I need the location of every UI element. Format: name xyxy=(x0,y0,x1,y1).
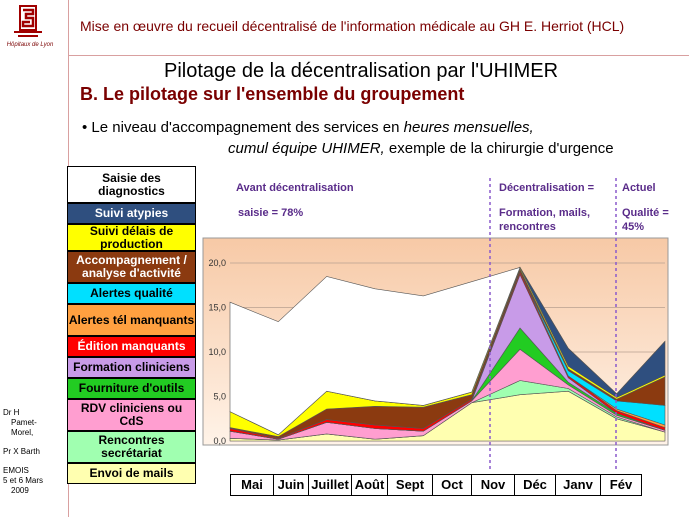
month-label: Oct xyxy=(432,474,472,496)
y-tick-label: 20,0 xyxy=(208,258,226,268)
bullet-text-c: cumul équipe UHIMER, xyxy=(228,140,385,157)
y-tick-label: 10,0 xyxy=(208,347,226,357)
legend-item: Alertes qualité xyxy=(67,283,196,304)
header-title: Mise en œuvre du recueil décentralisé de l'information médicale au GH E. Herriot (HCL) xyxy=(80,18,625,34)
month-label: Déc xyxy=(514,474,556,496)
slide-subtitle: B. Le pilotage sur l'ensemble du groupement xyxy=(80,84,465,104)
legend-item: Rencontres secrétariat xyxy=(67,431,196,463)
annotation-decentral-detail-2: rencontres xyxy=(499,221,556,233)
legend-item: Alertes tél manquants xyxy=(67,304,196,336)
y-tick-label: 0,0 xyxy=(213,436,226,446)
bullet-text-d: exemple de la chirurgie d'urgence xyxy=(384,140,614,157)
legend-item: Accompagnement / analyse d'activité xyxy=(67,251,196,283)
author-line-3: Morel, xyxy=(11,428,34,437)
legend-item: Fourniture d'outils xyxy=(67,378,196,399)
bullet-text-a: Le niveau d'accompagnement des services en xyxy=(91,119,404,136)
annotation-before-detail: saisie = 78% xyxy=(238,207,304,219)
event-line-1: EMOIS xyxy=(3,466,29,475)
annotation-current: Actuel xyxy=(622,182,656,194)
slide-title: Pilotage de la décentralisation par l'UHIMER xyxy=(164,60,559,82)
author-line-1: Dr H xyxy=(3,408,20,417)
annotation-decentral-detail-1: Formation, mails, xyxy=(499,207,591,219)
month-label: Juillet xyxy=(308,474,352,496)
annotation-current-detail-2: 45% xyxy=(622,221,645,233)
bullet-text-b: heures mensuelles, xyxy=(403,119,534,136)
y-tick-label: 5,0 xyxy=(213,391,226,402)
legend-item: Formation cliniciens xyxy=(67,357,196,378)
month-label: Sept xyxy=(387,474,433,496)
month-label: Juin xyxy=(273,474,309,496)
annotation-decentral: Décentralisation = xyxy=(499,182,595,194)
legend-item: Saisie des diagnostics xyxy=(67,166,196,203)
logo-caption: Hôpitaux de Lyon xyxy=(6,42,54,48)
legend-item: Envoi de mails xyxy=(67,463,196,484)
legend-item: Suivi atypies xyxy=(67,203,196,224)
month-label: Nov xyxy=(471,474,515,496)
event-line-3: 2009 xyxy=(11,486,29,495)
month-label: Fév xyxy=(600,474,642,496)
legend-item: Édition manquants xyxy=(67,336,196,357)
annotation-before: Avant décentralisation xyxy=(236,182,354,194)
event-line-2: 5 et 6 Mars xyxy=(3,476,44,485)
month-label: Janv xyxy=(555,474,601,496)
legend-item: RDV cliniciens ou CdS xyxy=(67,399,196,431)
author-line-2: Pamet- xyxy=(11,418,37,427)
y-tick-label: 15,0 xyxy=(208,302,226,313)
author-line-4: Pr X Barth xyxy=(3,447,40,456)
annotation-current-detail-1: Qualité = xyxy=(622,207,669,219)
month-label: Août xyxy=(351,474,388,496)
legend-item: Suivi délais de production xyxy=(67,224,196,251)
month-label: Mai xyxy=(230,474,274,496)
bullet-dot: • xyxy=(82,119,92,136)
